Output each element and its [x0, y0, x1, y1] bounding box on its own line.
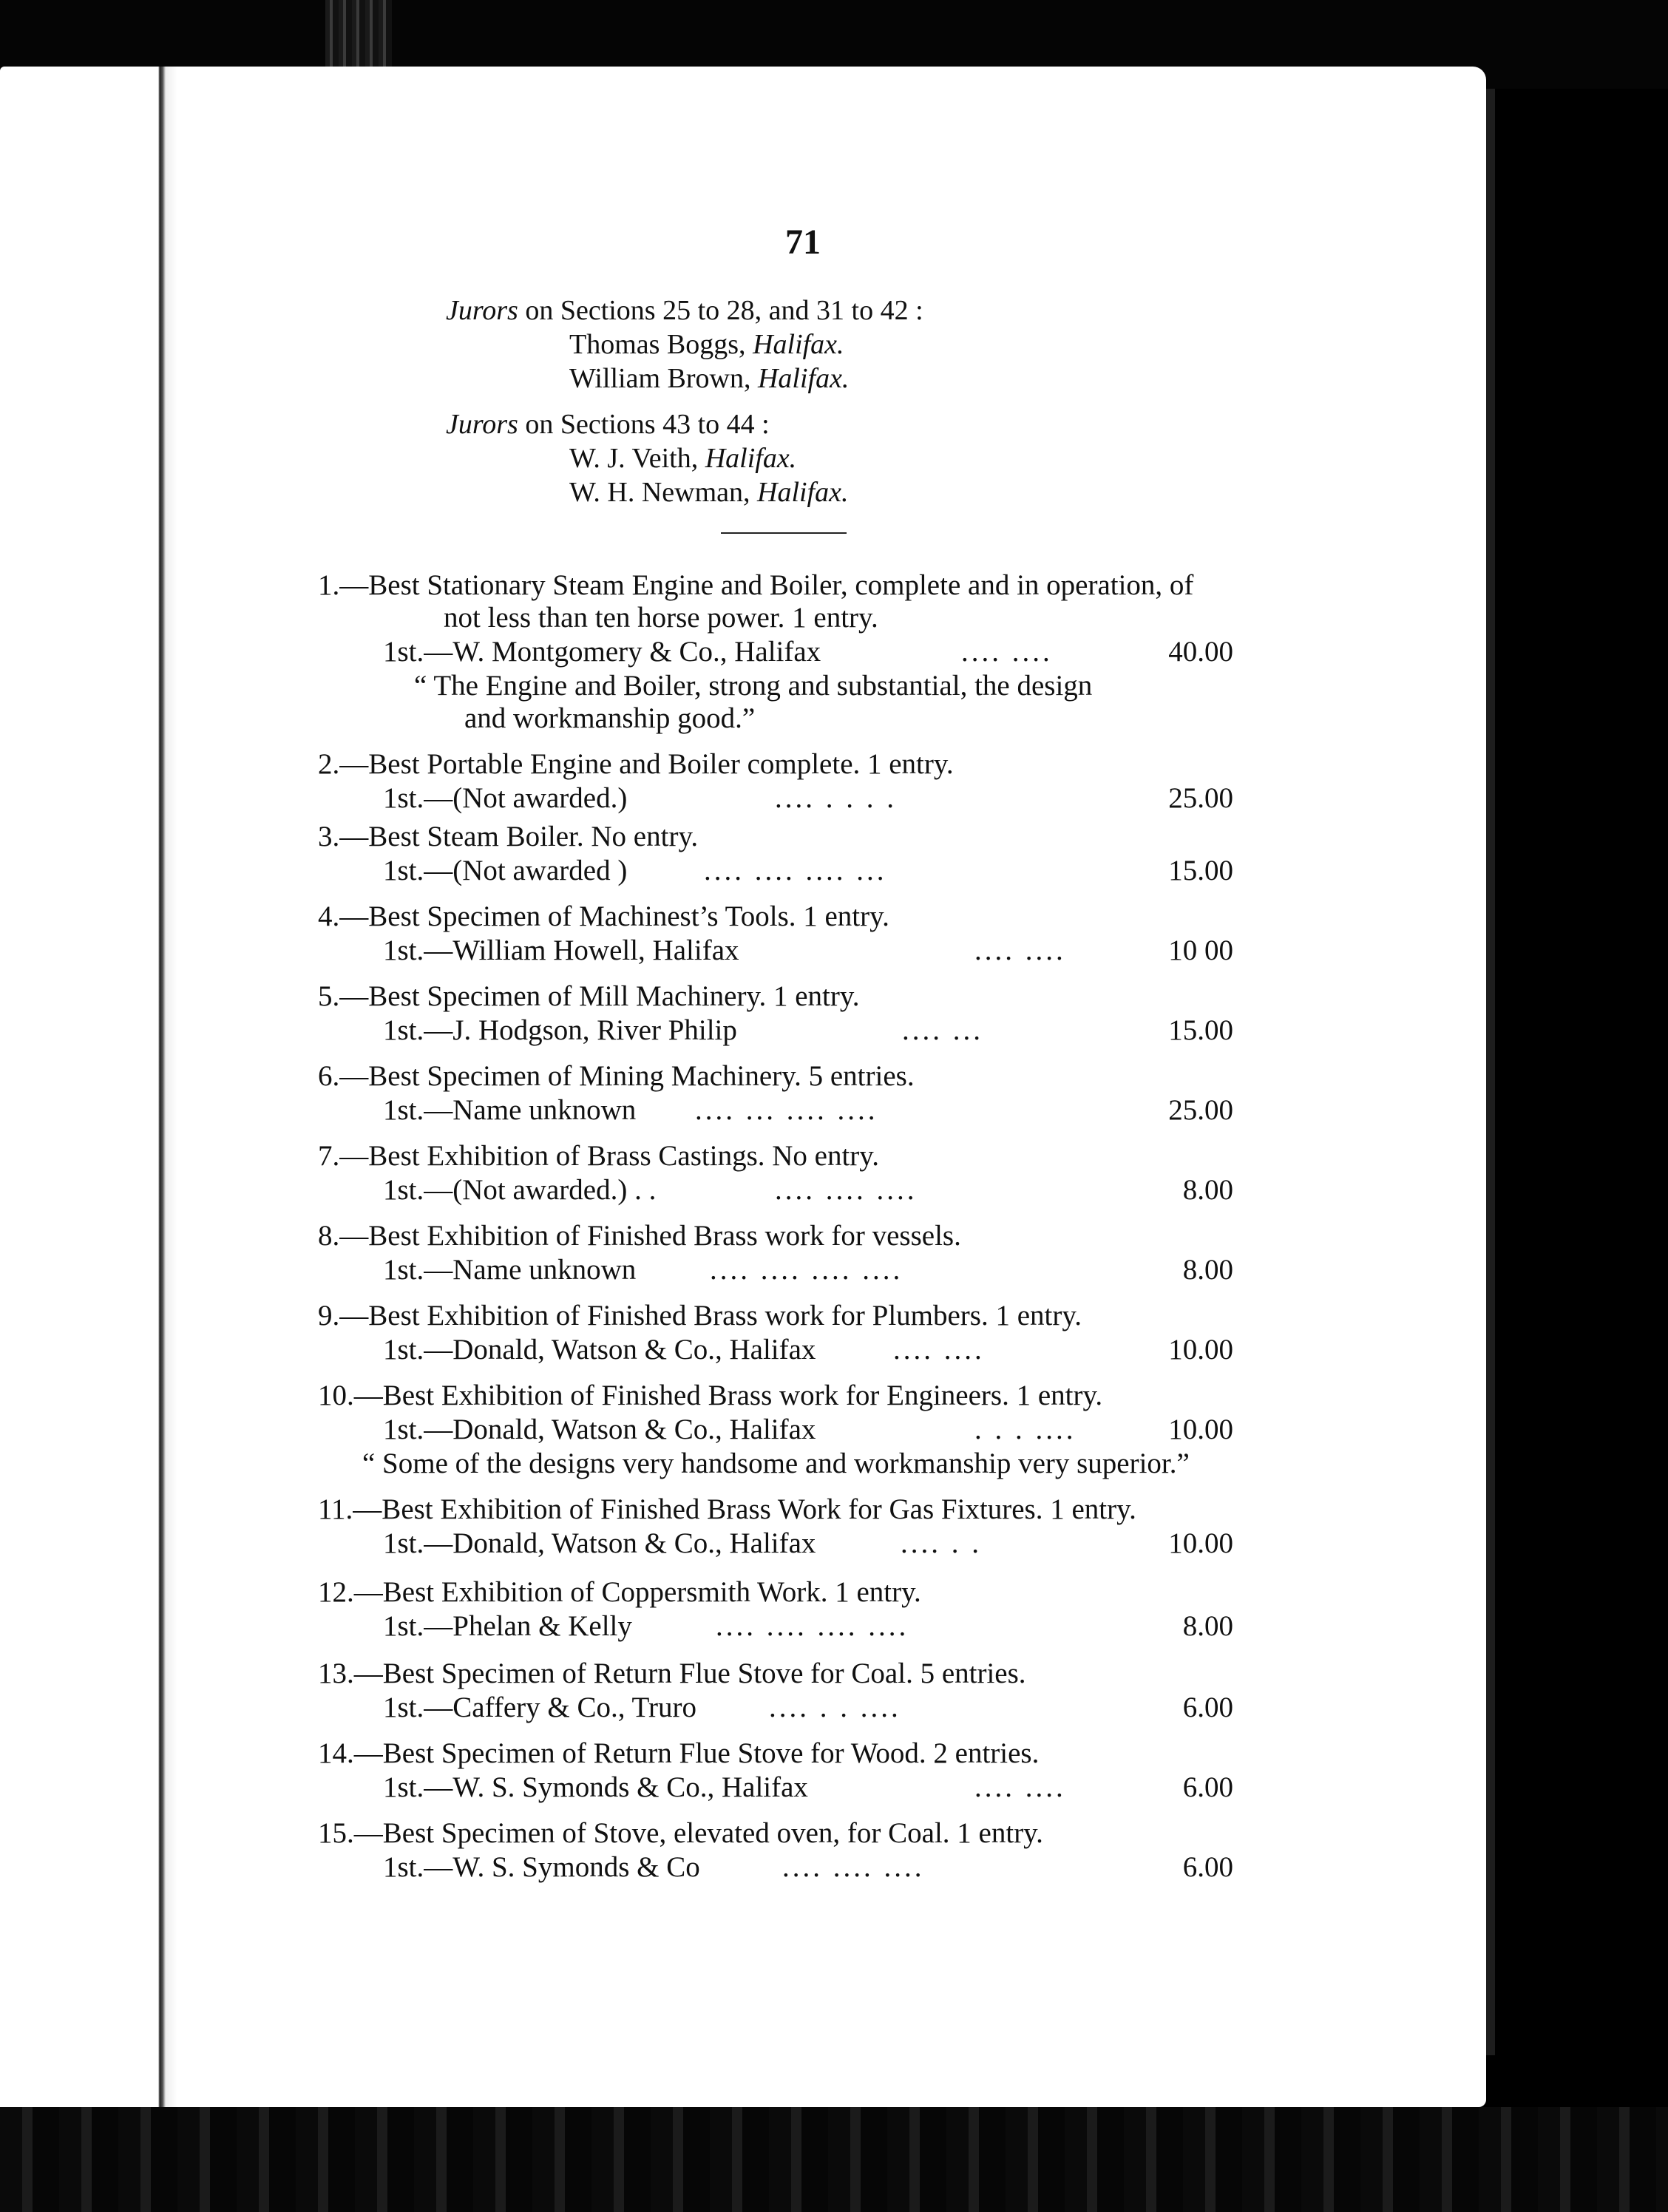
entry-title: 1.—Best Stationary Steam Engine and Boiler, complete and in operation, of [318, 569, 1194, 601]
juror-place: Halifax. [705, 443, 797, 474]
entry-title: 15.—Best Specimen of Stove, elevated oven, for Coal. 1 entry. [318, 1817, 1043, 1849]
entry-award: 1st.—J. Hodgson, River Philip [383, 1014, 737, 1046]
entry-title: 2.—Best Portable Engine and Boiler complete. 1 entry. [318, 748, 954, 780]
leader-dots: .... .... .... [775, 1174, 918, 1206]
leader-dots: .... .... .... .... [716, 1610, 909, 1642]
entry-amount: 6.00 [1182, 1851, 1233, 1883]
page-gutter [148, 67, 177, 2107]
entry-title: 7.—Best Exhibition of Brass Castings. No entry. [318, 1140, 880, 1172]
leader-dots: .... . . [901, 1527, 982, 1559]
entry-title: 14.—Best Specimen of Return Flue Stove for Wood. 2 entries. [318, 1737, 1040, 1769]
entry-amount: 10.00 [1168, 1334, 1233, 1365]
page-edge [1486, 89, 1495, 2055]
juror-name [569, 442, 796, 475]
entry-award: 1st.—Donald, Watson & Co., Halifax [383, 1414, 816, 1445]
entry-title: 3.—Best Steam Boiler. No entry. [318, 821, 699, 852]
entry-amount: 8.00 [1182, 1174, 1233, 1206]
leader-dots: .... ... [902, 1014, 983, 1046]
jurors-label: Jurors [446, 409, 518, 440]
section-divider [721, 532, 847, 534]
leader-dots: .... .... [893, 1334, 985, 1365]
entry-amount: 10.00 [1168, 1527, 1233, 1559]
jurors-label: Jurors [446, 295, 518, 326]
entry-title: 4.—Best Specimen of Machinest’s Tools. 1 entry. [318, 900, 889, 932]
entry-title: 12.—Best Exhibition of Coppersmith Work. 1 entry. [318, 1576, 921, 1608]
entry-award: 1st.—Donald, Watson & Co., Halifax [383, 1527, 816, 1559]
leader-dots: .... .... [974, 934, 1066, 966]
leader-dots: . . . .... [974, 1414, 1077, 1445]
entry-award: 1st.—Caffery & Co., Truro [383, 1692, 696, 1723]
juror-name [569, 476, 848, 509]
entry-title: 5.—Best Specimen of Mill Machinery. 1 entry. [318, 980, 860, 1012]
juror-name [569, 328, 844, 361]
entry-amount: 15.00 [1168, 855, 1233, 886]
entry-award: 1st.—(Not awarded.) [383, 782, 628, 814]
leader-dots: .... .... [974, 1771, 1066, 1803]
entry-amount: 15.00 [1168, 1014, 1233, 1046]
jurors-heading-1 [446, 294, 923, 327]
jurors-sections: on Sections 43 to 44 : [518, 409, 770, 440]
jurors-heading-2 [446, 408, 770, 441]
entry-award: 1st.—(Not awarded ) [383, 855, 628, 886]
entry-award: 1st.—W. S. Symonds & Co [383, 1851, 700, 1883]
entry-award: 1st.—Name unknown [383, 1254, 637, 1286]
leader-dots: .... ... .... .... [695, 1094, 878, 1126]
entry-amount: 6.00 [1182, 1771, 1233, 1803]
juror-place: Halifax. [753, 329, 844, 360]
juror-person: W. H. Newman, [569, 477, 757, 508]
leader-dots: .... .... .... [782, 1851, 925, 1883]
entry-amount: 40.00 [1168, 636, 1233, 668]
juror-place: Halifax. [757, 363, 850, 394]
entry-award: 1st.—William Howell, Halifax [383, 934, 739, 966]
jury-remark: “ Some of the designs very handsome and workmanship very superior.” [362, 1448, 1190, 1479]
entry-amount: 10 00 [1168, 934, 1233, 966]
jury-remark: and workmanship good.” [464, 702, 756, 734]
entry-title: 9.—Best Exhibition of Finished Brass work for Plumbers. 1 entry. [318, 1300, 1082, 1331]
page-number: 71 [785, 223, 821, 262]
entry-award: 1st.—W. Montgomery & Co., Halifax [383, 636, 821, 668]
entry-amount: 8.00 [1182, 1254, 1233, 1286]
entry-award: 1st.—Name unknown [383, 1094, 637, 1126]
leader-dots: .... .... [961, 636, 1053, 668]
juror-place: Halifax. [757, 477, 849, 508]
juror-person: William Brown, [569, 363, 758, 394]
juror-person: Thomas Boggs, [569, 329, 753, 360]
entry-title: 8.—Best Exhibition of Finished Brass work for vessels. [318, 1220, 961, 1252]
entry-amount: 25.00 [1168, 1094, 1233, 1126]
entry-amount: 25.00 [1168, 782, 1233, 814]
entry-title: 10.—Best Exhibition of Finished Brass work for Engineers. 1 entry. [318, 1380, 1103, 1411]
entry-award: 1st.—W. S. Symonds & Co., Halifax [383, 1771, 808, 1803]
entry-title-continuation: not less than ten horse power. 1 entry. [444, 602, 878, 634]
scan-bottom-margin [0, 2107, 1668, 2212]
entry-award: 1st.—Phelan & Kelly [383, 1610, 632, 1642]
leader-dots: .... . . .... [769, 1692, 901, 1723]
entry-award: 1st.—Donald, Watson & Co., Halifax [383, 1334, 816, 1365]
entry-title: 11.—Best Exhibition of Finished Brass Work for Gas Fixtures. 1 entry. [318, 1493, 1136, 1525]
jurors-sections: on Sections 25 to 28, and 31 to 42 : [518, 295, 923, 326]
entry-award: 1st.—(Not awarded.) . . [383, 1174, 657, 1206]
leader-dots: .... .... .... .... [710, 1254, 904, 1286]
juror-person: W. J. Veith, [569, 443, 705, 474]
entry-amount: 6.00 [1182, 1692, 1233, 1723]
leader-dots: .... .... .... ... [704, 855, 887, 886]
jury-remark: “ The Engine and Boiler, strong and substantial, the design [414, 670, 1093, 702]
entry-amount: 8.00 [1182, 1610, 1233, 1642]
entry-title: 13.—Best Specimen of Return Flue Stove for Coal. 5 entries. [318, 1658, 1026, 1689]
entry-amount: 10.00 [1168, 1414, 1233, 1445]
entry-title: 6.—Best Specimen of Mining Machinery. 5 entries. [318, 1060, 915, 1092]
juror-name [569, 362, 849, 395]
leader-dots: .... . . . . [775, 782, 897, 814]
